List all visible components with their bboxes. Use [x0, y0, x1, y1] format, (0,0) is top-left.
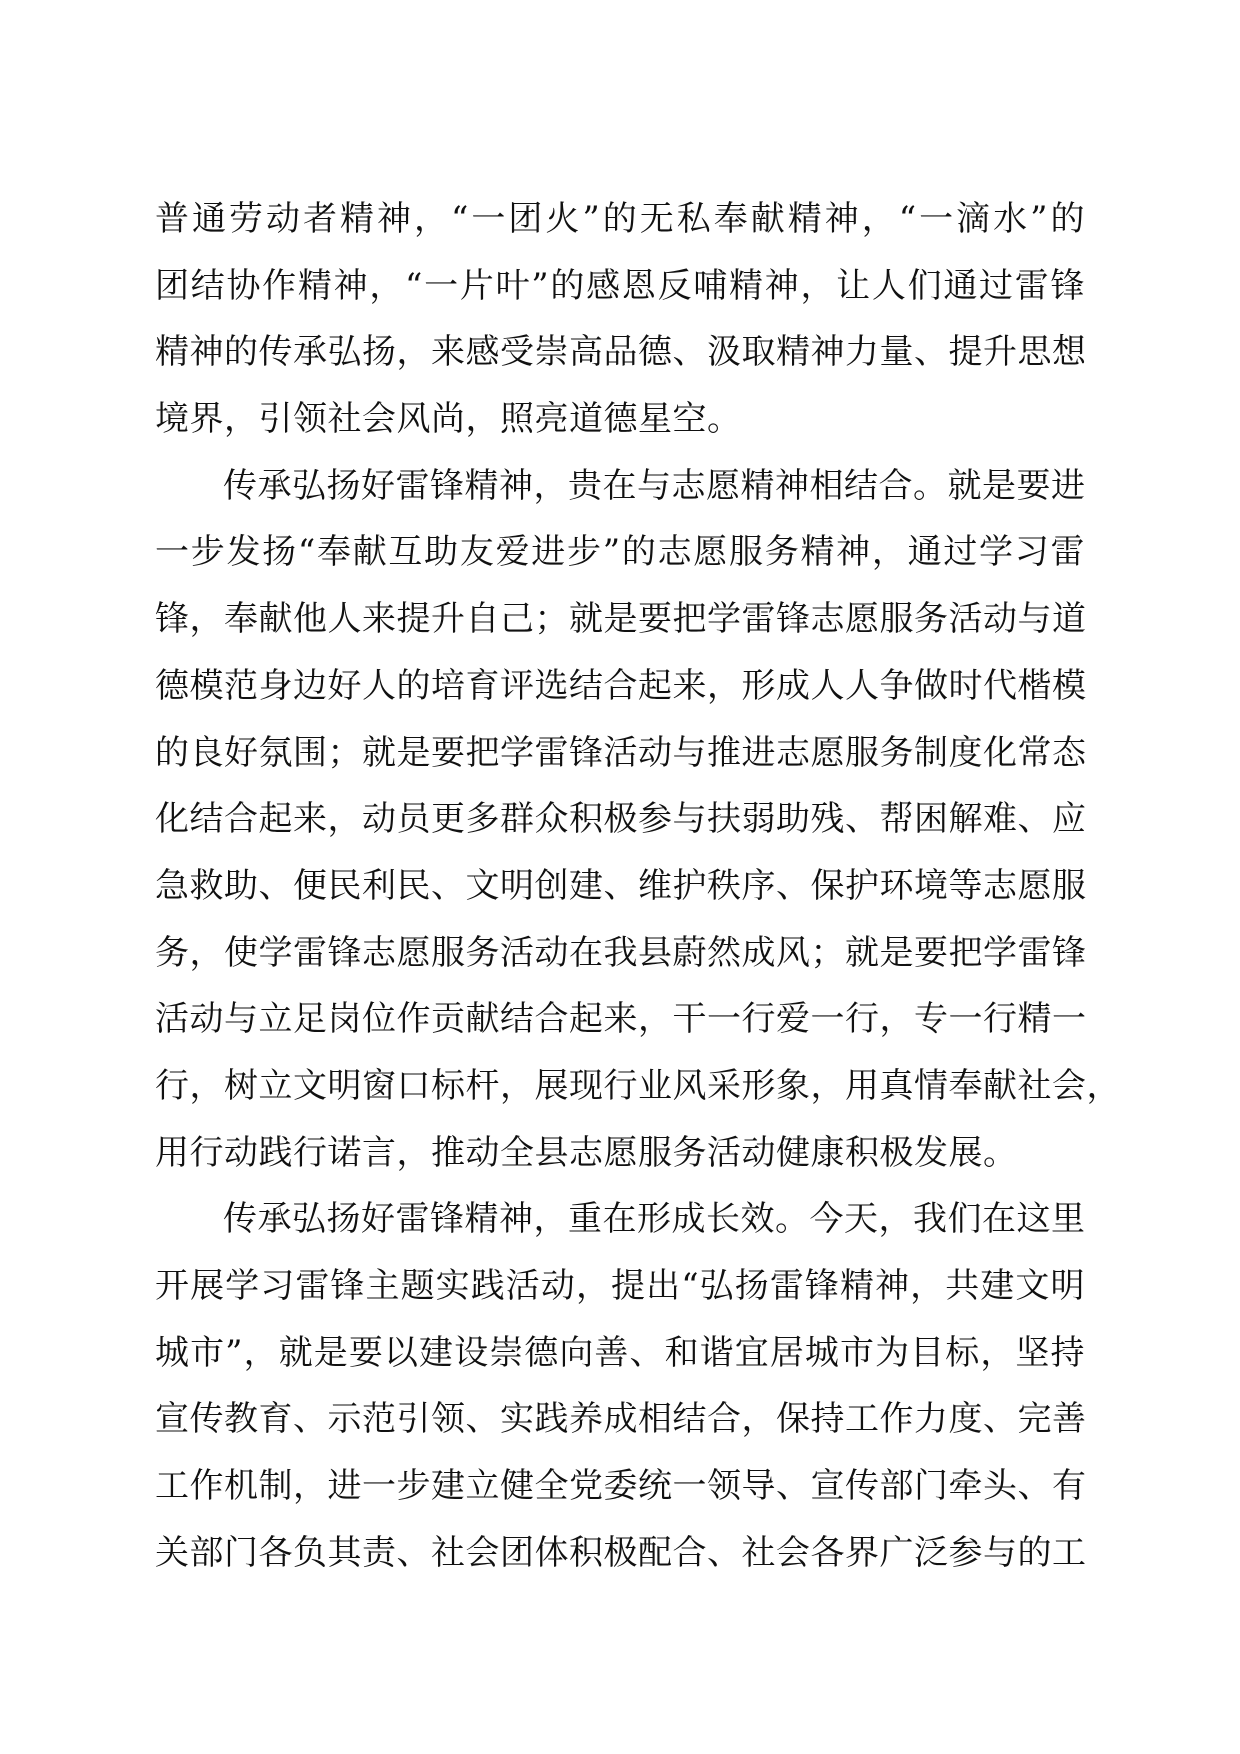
text-line: 关部门各负其责、社会团体积极配合、社会各界广泛参与的工 [155, 1532, 1087, 1573]
text-line: 行，树立文明窗口标杆，展现行业风采形象，用真情奉献社会， [155, 1065, 1121, 1106]
text-line: 德模范身边好人的培育评选结合起来，形成人人争做时代楷模 [155, 665, 1087, 706]
text-line: 一步发扬“奉献互助友爱进步”的志愿服务精神，通过学习雷 [155, 532, 1085, 573]
text-line: 宣传教育、示范引领、实践养成相结合，保持工作力度、完善 [155, 1399, 1087, 1440]
text-line: 急救助、便民利民、文明创建、维护秩序、保护环境等志愿服 [155, 865, 1087, 906]
text-line: 务，使学雷锋志愿服务活动在我县蔚然成风；就是要把学雷锋 [155, 932, 1087, 973]
text-line: 城市”，就是要以建设崇德向善、和谐宜居城市为目标，坚持 [155, 1332, 1085, 1373]
text-line: 境界，引领社会风尚，照亮道德星空。 [155, 399, 742, 440]
text-line: 活动与立足岗位作贡献结合起来，干一行爱一行，专一行精一 [155, 999, 1087, 1040]
paragraph-1 [155, 186, 1085, 453]
text-line: 用行动践行诺言，推动全县志愿服务活动健康积极发展。 [155, 1132, 1018, 1173]
text-line: 工作机制，进一步建立健全党委统一领导、宣传部门牵头、有 [155, 1466, 1087, 1507]
text-line: 化结合起来，动员更多群众积极参与扶弱助残、帮困解难、应 [155, 799, 1087, 840]
text-line: 开展学习雷锋主题实践活动，提出“弘扬雷锋精神，共建文明 [155, 1266, 1085, 1306]
paragraph-2 [155, 453, 1121, 1187]
text-line: 传承弘扬好雷锋精神，重在形成长效。今天，我们在这里 [223, 1199, 1086, 1240]
body-text [155, 186, 1121, 1586]
text-line: 锋，奉献他人来提升自己；就是要把学雷锋志愿服务活动与道 [155, 599, 1087, 640]
text-line: 传承弘扬好雷锋精神，贵在与志愿精神相结合。就是要进 [223, 465, 1086, 506]
text-line: 普通劳动者精神，“一团火”的无私奉献精神，“一滴水”的 [155, 199, 1085, 239]
text-line: 精神的传承弘扬，来感受崇高品德、汲取精神力量、提升思想 [155, 332, 1087, 373]
text-line: 的良好氛围；就是要把学雷锋活动与推进志愿服务制度化常态 [155, 732, 1087, 773]
paragraph-3 [155, 1186, 1085, 1586]
text-line: 团结协作精神，“一片叶”的感恩反哺精神，让人们通过雷锋 [155, 265, 1085, 306]
